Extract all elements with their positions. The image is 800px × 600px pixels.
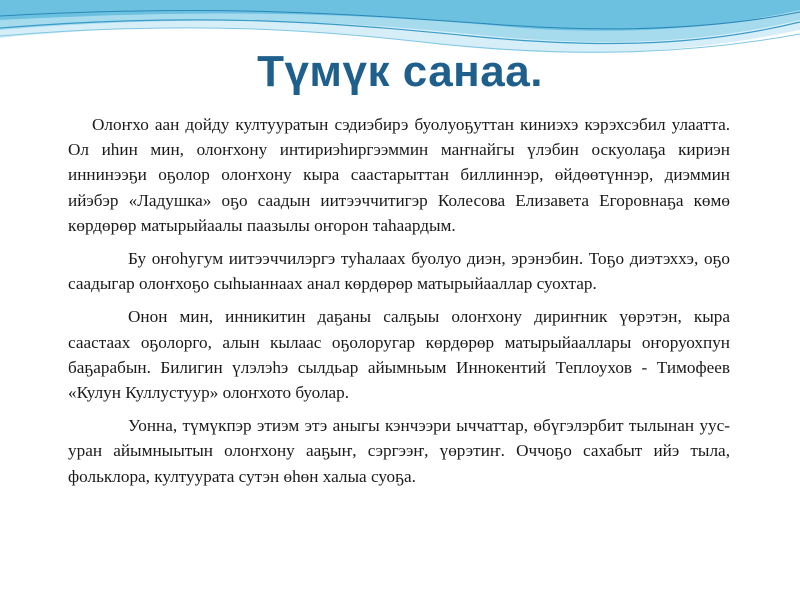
slide-title: Түмүк санаа.: [257, 47, 543, 96]
paragraph-2: Бу оҥоһугум иитээччилэргэ туһалаах буолуо диэн, эрэнэбин. Тоҕо диэтэххэ, оҕо саадыгар олоҥхоҕо сыһыаннаах анал көрдөрөр матырыйааллар суохтар.: [68, 249, 730, 294]
slide-body: [68, 112, 730, 497]
paragraph-4: Уонна, түмүкпэр этиэм этэ аныгы кэнчээри ыччаттар, өбүгэлэрбит тылынан уус-уран айымныытын олоҥхону ааҕыҥ, сэргээҥ, үөрэтиҥ. Оччоҕо сахабыт ийэ тыла, фольклора, култуурата сутэн өһөн халыа суоҕа.: [68, 416, 730, 486]
paragraph-1: Олоҥхо аан дойду култууратын сэдиэбирэ буолуоҕуттан киниэхэ кэрэхсэбил улаатта. Ол иһин мин, олоҥхону интириэһиргээммин маҥнайгы үлэбин оскуолаҕа кириэн иннинээҕи оҕолор олоҥхону кыра саастарыттан биллиннэр, өйдөөтүннэр, диэммин ийэбэр «Ладушка» оҕо саадын иитээччитигэр Колесова Елизавета Егоровнаҕа көмө көрдөрөр матырыйаалы паазылы оҥорон таһаардым.: [68, 115, 730, 235]
paragraph-3: Онон мин, инникитин даҕаны салҕыы олоҥхону дириҥник үөрэтэн, кыра саастаах оҕолорго, алын кылаас оҕолоругар көрдөрөр матырыйааллары оҥоруохпун баҕарабын. Билигин үлэлэһэ сылдьар айымньым Иннокентий Теплоухов - Тимофеев «Кулун Куллустуур» олоҥхото буолар.: [68, 307, 730, 403]
